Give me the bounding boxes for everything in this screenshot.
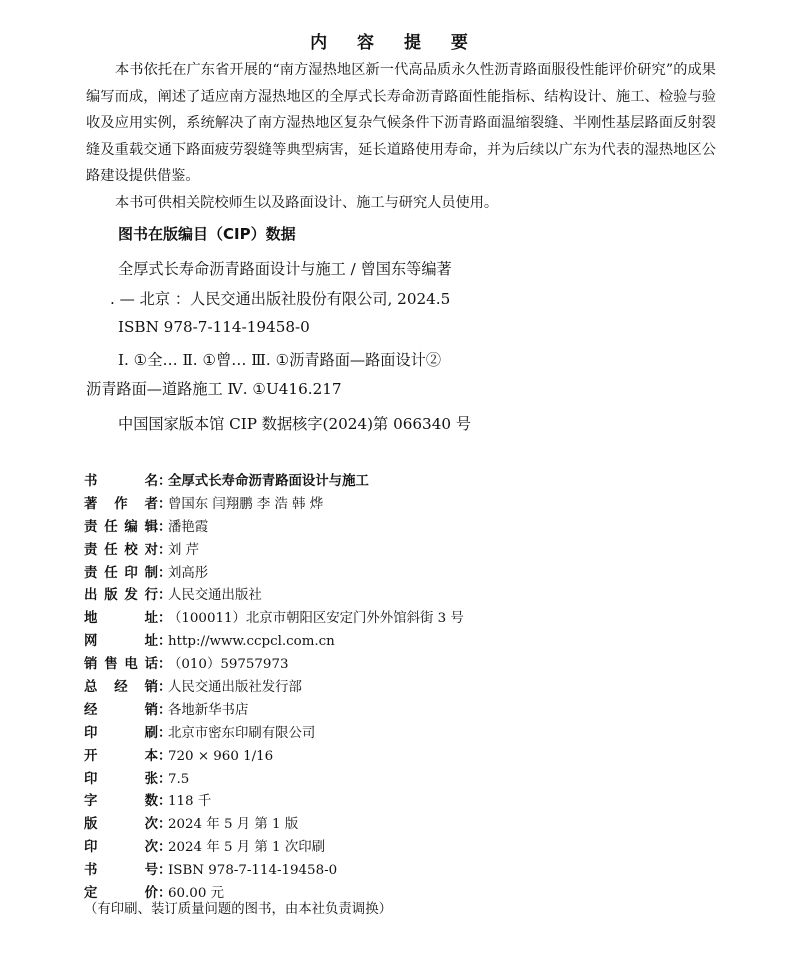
colophon-value: （010）59757973 xyxy=(168,657,289,673)
colophon-label: 印 刷 xyxy=(84,725,158,741)
colophon-row xyxy=(84,746,724,769)
colophon-row xyxy=(84,494,724,517)
colophon-row xyxy=(84,837,724,860)
colophon-label: 责 任 编 辑 xyxy=(84,519,158,535)
colophon-colon: ： xyxy=(158,680,172,696)
colophon-label: 责 任 印 制 xyxy=(84,565,158,581)
colophon-row xyxy=(84,677,724,700)
colophon-colon: ： xyxy=(158,817,172,833)
colophon-row xyxy=(84,631,724,654)
colophon-colon: ： xyxy=(158,542,172,558)
colophon-colon: ： xyxy=(158,474,172,489)
colophon-value: ISBN 978-7-114-19458-0 xyxy=(168,863,338,879)
colophon-colon: ： xyxy=(158,496,172,512)
colophon-row xyxy=(84,608,724,631)
colophon-row xyxy=(84,471,724,494)
colophon-label: 销 售 电 话 xyxy=(84,657,158,673)
colophon-value: 全厚式长寿命沥青路面设计与施工 xyxy=(168,474,369,489)
colophon-value: 各地新华书店 xyxy=(168,702,249,718)
summary-paragraph-1: 本书依托在广东省开展的“南方湿热地区新一代高品质永久性沥青路面服役性能评价研究”的成果编写而成，阐述了适应南方湿热地区的全厚式长寿命沥青路面性能指标、结构设计、施工、检验与验收及应用实例，系统解决了南方湿热地区复杂气候条件下沥青路面温缩裂缝、半刚性基层路面反射裂缝及重载交通下路面疲劳裂缝等典型病害，延长道路使用寿命，并为后续以广东为代表的湿热地区公路建设提供借鉴。 xyxy=(86,62,716,185)
colophon-label: 经 销 xyxy=(84,702,158,718)
summary-title: 内 容 提 要 xyxy=(310,33,480,53)
colophon-value: 7.5 xyxy=(168,771,190,787)
cip-line-subjects-1: Ⅰ. ①全… Ⅱ. ①曾… Ⅲ. ①沥青路面—路面设计② xyxy=(118,351,442,369)
colophon-value: 刘 芹 xyxy=(168,542,200,558)
colophon-value: 2024 年 5 月 第 1 版 xyxy=(168,817,299,833)
colophon-row xyxy=(84,517,724,540)
colophon-label: 字 数 xyxy=(84,794,158,810)
colophon-label: 印 张 xyxy=(84,771,158,787)
colophon-row xyxy=(84,654,724,677)
colophon-colon: ： xyxy=(158,771,172,787)
colophon-table xyxy=(84,471,724,906)
colophon-colon: ： xyxy=(158,634,172,650)
cip-heading: 图书在版编目（CIP）数据 xyxy=(118,225,296,243)
colophon-row xyxy=(84,585,724,608)
cip-line-record-number: 中国国家版本馆 CIP 数据核字(2024)第 066340 号 xyxy=(118,415,472,433)
cip-line-subjects-2: 沥青路面—道路施工 Ⅳ. ①U416.217 xyxy=(86,380,342,398)
colophon-colon: ： xyxy=(158,725,172,741)
cip-line-publisher: . — 北京 ：人民交通出版社股份有限公司, 2024.5 xyxy=(110,290,451,308)
colophon-label: 出 版 发 行 xyxy=(84,588,158,604)
colophon-value: 118 千 xyxy=(168,794,212,810)
colophon-label: 总 经 销 xyxy=(84,680,158,696)
colophon-label: 著 作 者 xyxy=(84,496,158,512)
colophon-label: 地 址 xyxy=(84,611,158,627)
colophon-row xyxy=(84,814,724,837)
colophon-row xyxy=(84,860,724,883)
colophon-row xyxy=(84,700,724,723)
colophon-label: 印 次 xyxy=(84,840,158,856)
summary-abstract xyxy=(86,57,716,217)
colophon-value: 曾国东 闫翔鹏 李 浩 韩 烨 xyxy=(168,496,324,512)
colophon-colon: ： xyxy=(158,748,172,764)
colophon-value: 人民交通出版社发行部 xyxy=(168,680,302,696)
colophon-label: 书 号 xyxy=(84,863,158,879)
cip-line-isbn: ISBN 978-7-114-19458-0 xyxy=(118,318,310,336)
colophon-value: 60.00 元 xyxy=(168,886,224,902)
colophon-colon: ： xyxy=(158,519,172,535)
colophon-value: 720 × 960 1/16 xyxy=(168,748,274,764)
colophon-value: （100011）北京市朝阳区安定门外外馆斜街 3 号 xyxy=(168,611,464,627)
colophon-value: 刘高彤 xyxy=(168,565,209,581)
colophon-colon: ： xyxy=(158,863,172,879)
colophon-value: 人民交通出版社 xyxy=(168,588,262,604)
colophon-row xyxy=(84,563,724,586)
colophon-label: 书 名 xyxy=(84,474,158,489)
colophon-colon: ： xyxy=(158,611,172,627)
colophon-row xyxy=(84,769,724,792)
colophon-label: 网 址 xyxy=(84,634,158,650)
cip-line-title: 全厚式长寿命沥青路面设计与施工 / 曾国东等编著 xyxy=(118,260,452,278)
colophon-row xyxy=(84,723,724,746)
colophon-label: 开 本 xyxy=(84,748,158,764)
colophon-colon: ： xyxy=(158,794,172,810)
colophon-value: 北京市密东印刷有限公司 xyxy=(168,725,316,741)
colophon-value: 潘艳霞 xyxy=(168,519,209,535)
colophon-row xyxy=(84,540,724,563)
colophon-colon: ： xyxy=(158,588,172,604)
colophon-label: 版 次 xyxy=(84,817,158,833)
colophon-colon: ： xyxy=(158,565,172,581)
quality-note: （有印刷、装订质量问题的图书，由本社负责调换） xyxy=(84,902,392,917)
colophon-value: http://www.ccpcl.com.cn xyxy=(168,634,335,650)
colophon-colon: ： xyxy=(158,702,172,718)
colophon-colon: ： xyxy=(158,840,172,856)
colophon-label: 责 任 校 对 xyxy=(84,542,158,558)
colophon-row xyxy=(84,791,724,814)
colophon-label: 定 价 xyxy=(84,886,158,902)
colophon-colon: ： xyxy=(158,657,172,673)
summary-paragraph-2: 本书可供相关院校师生以及路面设计、施工与研究人员使用。 xyxy=(115,194,499,211)
colophon-colon: ： xyxy=(158,886,172,902)
colophon-value: 2024 年 5 月 第 1 次印刷 xyxy=(168,840,325,856)
